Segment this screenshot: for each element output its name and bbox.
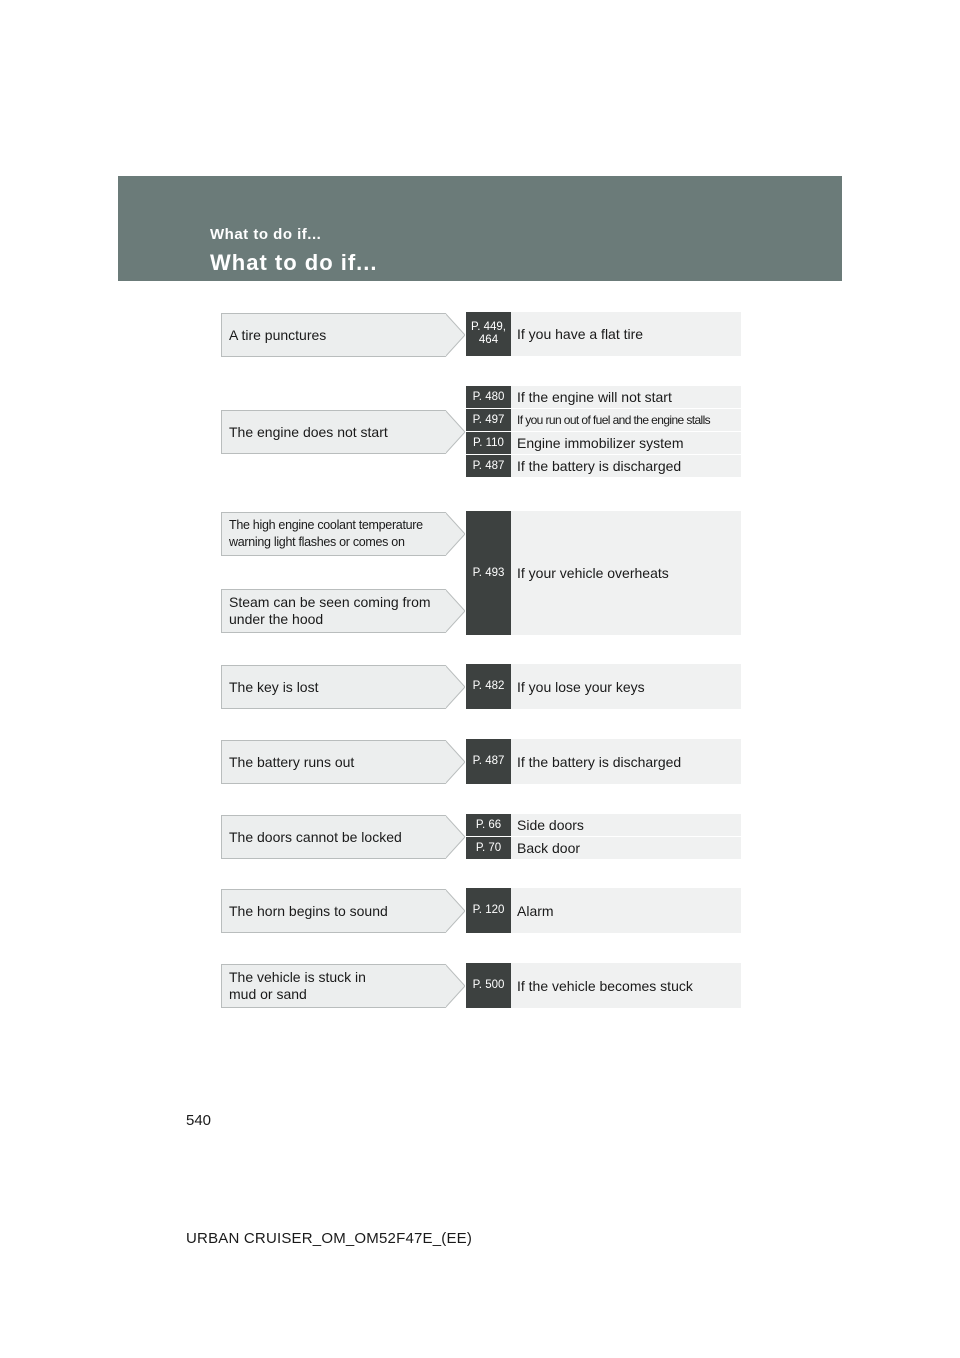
page-reference[interactable]: P. 449, 464 xyxy=(466,312,511,356)
page-reference[interactable]: P. 70 xyxy=(466,837,511,859)
arrow-icon xyxy=(445,815,465,859)
situation-box xyxy=(221,740,445,784)
reference-label: Side doors xyxy=(511,814,741,836)
situation-box xyxy=(221,512,445,556)
reference-row[interactable] xyxy=(466,963,741,1008)
page-reference[interactable]: P. 487 xyxy=(466,455,511,477)
situation-text: The doors cannot be locked xyxy=(229,828,402,845)
situation-text: Steam can be seen coming from under the hood xyxy=(229,594,431,627)
situation-text: The battery runs out xyxy=(229,753,355,770)
page-reference[interactable]: P. 120 xyxy=(466,888,511,933)
page-number: 540 xyxy=(186,1112,212,1129)
situation-box xyxy=(221,889,445,933)
reference-row[interactable] xyxy=(466,814,741,836)
situation-box xyxy=(221,964,445,1008)
page-reference[interactable]: P. 482 xyxy=(466,664,511,709)
arrow-icon xyxy=(445,889,465,933)
reference-label: If your vehicle overheats xyxy=(511,511,741,635)
situation-text: The vehicle is stuck in mud or sand xyxy=(229,969,366,1002)
arrow-icon xyxy=(445,512,465,556)
reference-label: If you lose your keys xyxy=(511,664,741,709)
page-reference[interactable]: P. 497 xyxy=(466,409,511,431)
arrow-icon xyxy=(445,740,465,784)
page-reference[interactable]: P. 493 xyxy=(466,511,511,635)
situation-box xyxy=(221,815,445,859)
reference-label: Alarm xyxy=(511,888,741,933)
reference-row[interactable] xyxy=(466,739,741,784)
reference-label: If you have a flat tire xyxy=(511,312,741,356)
situation-box xyxy=(221,589,445,633)
arrow-icon xyxy=(445,313,465,357)
reference-label: If you run out of fuel and the engine stalls xyxy=(511,409,741,431)
reference-row[interactable] xyxy=(466,455,741,477)
document-footer: URBAN CRUISER_OM_OM52F47E_(EE) xyxy=(186,1230,473,1247)
page-title: What to do if... xyxy=(210,250,378,275)
situation-text: The high engine coolant temperature warning light flashes or comes on xyxy=(229,518,423,549)
arrow-icon xyxy=(445,410,465,454)
arrow-icon xyxy=(445,589,465,633)
situation-box xyxy=(221,665,445,709)
page-reference[interactable]: P. 500 xyxy=(466,963,511,1008)
reference-row[interactable] xyxy=(466,888,741,933)
reference-label: If the vehicle becomes stuck xyxy=(511,963,741,1008)
page-reference[interactable]: P. 110 xyxy=(466,432,511,454)
reference-row[interactable] xyxy=(466,312,741,356)
reference-row[interactable] xyxy=(466,432,741,454)
reference-label: Engine immobilizer system xyxy=(511,432,741,454)
reference-label: If the engine will not start xyxy=(511,386,741,408)
reference-row[interactable] xyxy=(466,837,741,859)
section-title: What to do if... xyxy=(210,226,322,243)
situation-text: The engine does not start xyxy=(229,423,388,440)
reference-row[interactable] xyxy=(466,386,741,408)
reference-label: If the battery is discharged xyxy=(511,455,741,477)
page-reference[interactable]: P. 487 xyxy=(466,739,511,784)
situation-box xyxy=(221,313,445,357)
reference-row[interactable] xyxy=(466,409,741,431)
arrow-icon xyxy=(445,665,465,709)
reference-row[interactable] xyxy=(466,664,741,709)
reference-row[interactable] xyxy=(466,511,741,635)
page-reference[interactable]: P. 480 xyxy=(466,386,511,408)
situation-box xyxy=(221,410,445,454)
situation-text: A tire punctures xyxy=(229,326,327,343)
reference-label: If the battery is discharged xyxy=(511,739,741,784)
reference-label: Back door xyxy=(511,837,741,859)
arrow-icon xyxy=(445,964,465,1008)
situation-text: The horn begins to sound xyxy=(229,902,388,919)
situation-text: The key is lost xyxy=(229,678,319,695)
page-reference[interactable]: P. 66 xyxy=(466,814,511,836)
